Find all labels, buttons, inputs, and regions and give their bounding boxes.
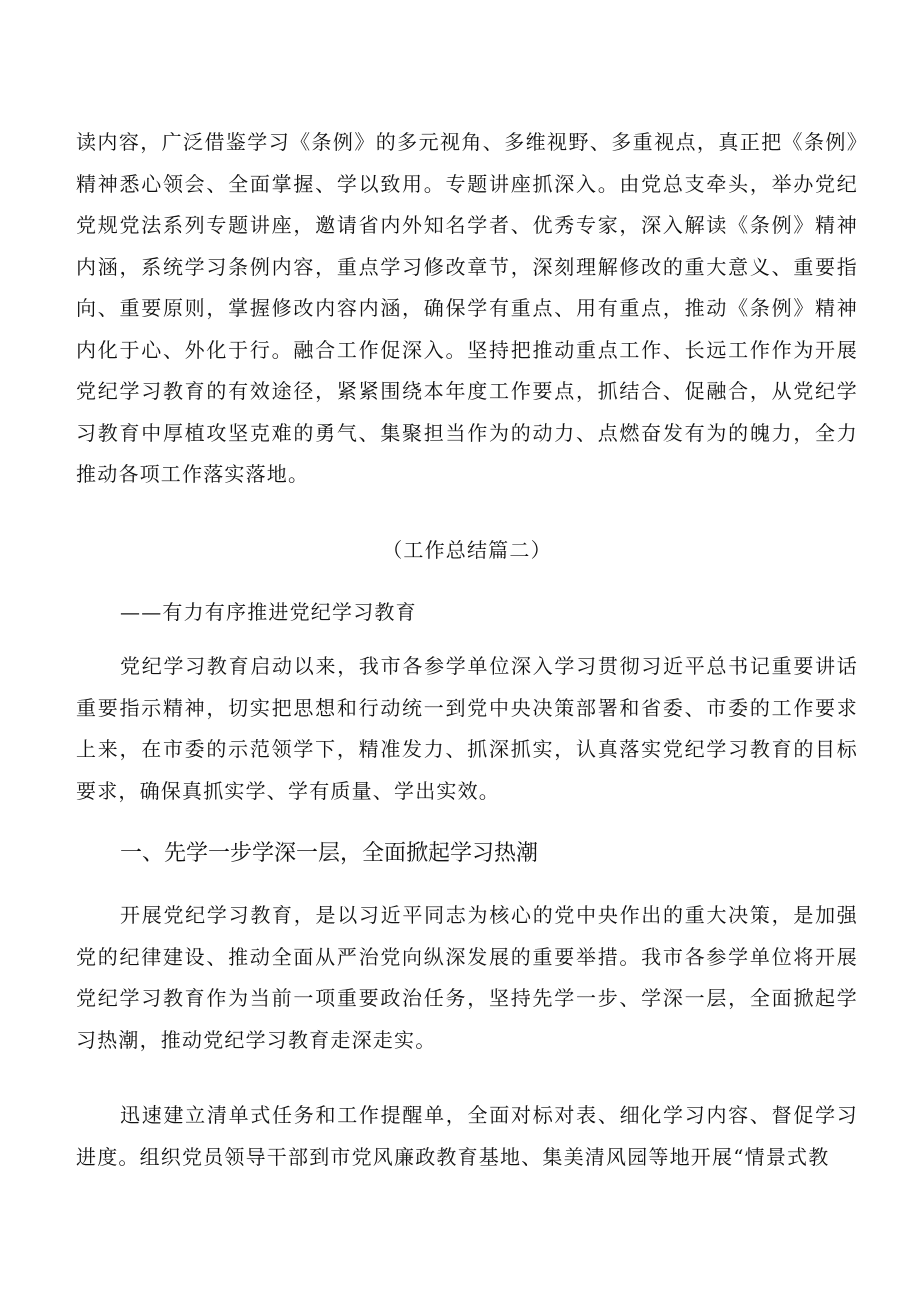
body-paragraph-3: 开展党纪学习教育，是以习近平同志为核心的党中央作出的重大决策，是加强党的纪律建设、推动全面从严治党向纵深发展的重要举措。我市各参学单位将开展党纪学习教育作为当前一项重要政治任务，坚持先学一步、学深一层，全面掀起学习热潮，推动党纪学习教育走深走实。	[76, 903, 858, 1052]
body-paragraph-2: 党纪学习教育启动以来，我市各参学单位深入学习贯彻习近平总书记重要讲话重要指示精神，切实把思想和行动统一到党中央决策部署和省委、市委的工作要求上来，在市委的示范领学下，精准发力、抓深抓实，认真落实党纪学习教育的目标要求，确保真抓实学、学有质量、学出实效。	[76, 654, 858, 803]
section-title: （工作总结篇二）	[382, 538, 552, 562]
body-paragraph-1: 读内容，广泛借鉴学习《条例》的多元视角、多维视野、多重视点，真正把《条例》精神悉心领会、全面掌握、学以致用。专题讲座抓深入。由党总支牵头，举办党纪党规党法系列专题讲座，邀请省内外知名学者、优秀专家，深入解读《条例》精神内涵，系统学习条例内容，重点学习修改章节，深刻理解修改的重大意义、重要指向、重要原则，掌握修改内容内涵，确保学有重点、用有重点，推动《条例》精神内化于心、外化于行。融合工作促深入。坚持把推动重点工作、长远工作作为开展党纪学习教育的有效途径，紧紧围绕本年度工作要点，抓结合、促融合，从党纪学习教育中厚植攻坚克难的勇气、集聚担当作为的动力、点燃奋发有为的魄力，全力推动各项工作落实落地。	[76, 130, 858, 486]
section-heading-1: 一、先学一步学深一层，全面掀起学习热潮	[120, 841, 539, 866]
body-paragraph-4: 迅速建立清单式任务和工作提醒单，全面对标对表、细化学习内容、督促学习进度。组织党员领导干部到市党风廉政教育基地、集美清风园等地开展“情景式教	[76, 1103, 858, 1169]
section-subtitle: ——有力有序推进党纪学习教育	[120, 600, 417, 624]
